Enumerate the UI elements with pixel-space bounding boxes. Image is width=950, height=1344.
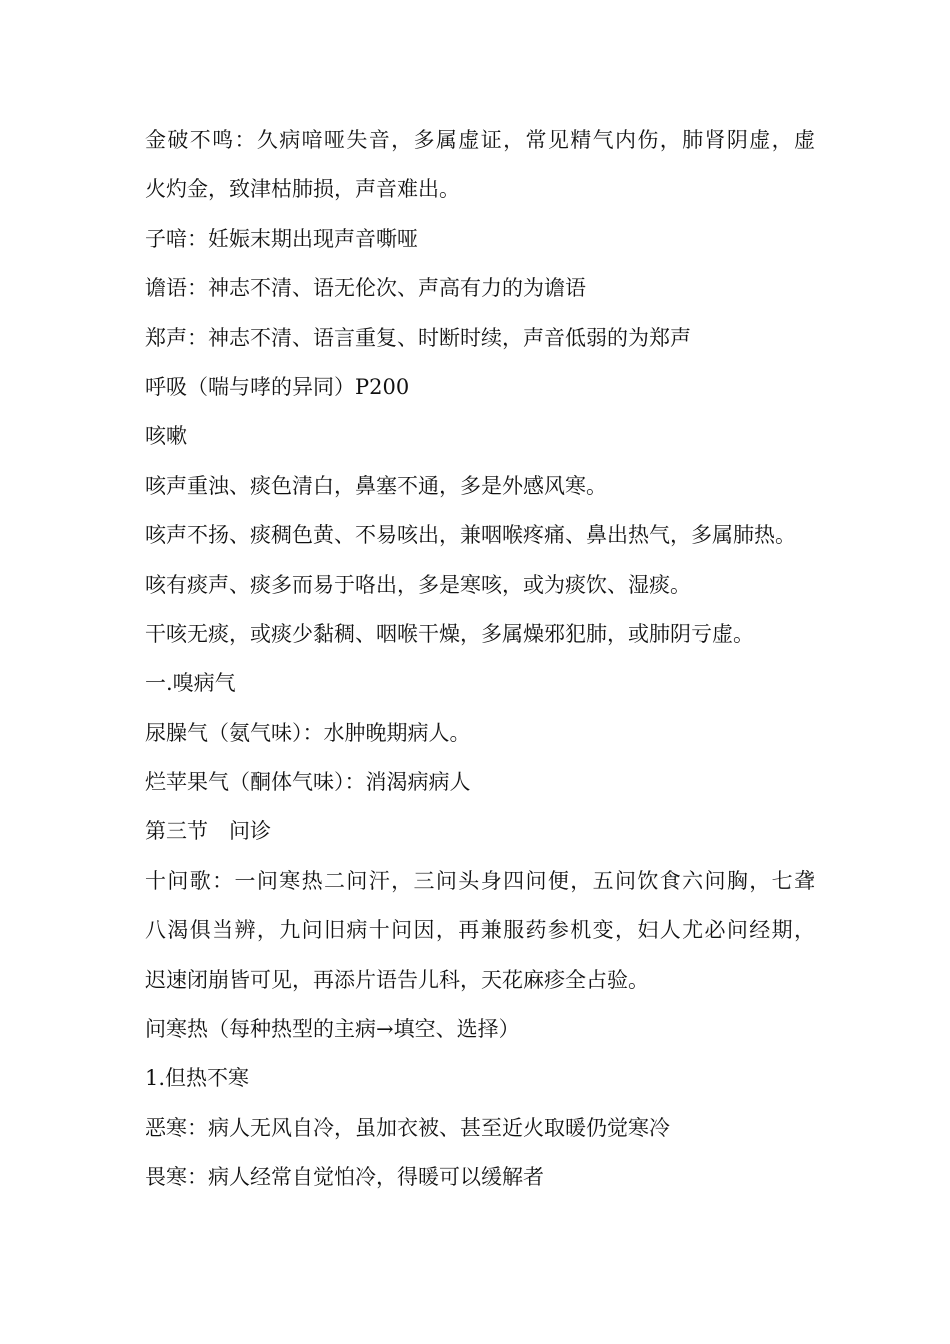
text-line-jinpo-2: 火灼金，致津枯肺损，声音难出。 xyxy=(145,177,460,202)
text-line-wenhanre-heading: 问寒热（每种热型的主病→填空、选择） xyxy=(145,1017,520,1042)
text-line-shiwenge-1: 十问歌：一问寒热二问汗，三问头身四问便，五问饮食六问胸，七聋 xyxy=(145,868,815,893)
text-line-kesou-heading: 咳嗽 xyxy=(145,424,187,449)
text-line-shiwenge-3: 迟速闭崩皆可见，再添片语告儿科，天花麻疹全占验。 xyxy=(145,967,649,992)
text-line-xiubingqi-heading: 一.嗅病气 xyxy=(145,671,236,696)
text-line-lanpingguoqi: 烂苹果气（酮体气味）：消渴病病人 xyxy=(145,770,471,795)
text-line-zhengsheng: 郑声：神志不清、语言重复、时断时续，声音低弱的为郑声 xyxy=(145,325,691,350)
text-line-niaosaoqi: 尿臊气（氨气味）：水肿晚期病人。 xyxy=(145,720,471,745)
text-line-kesou-3: 咳有痰声、痰多而易于咯出，多是寒咳，或为痰饮、湿痰。 xyxy=(145,572,691,597)
text-line-huxi-heading: 呼吸（喘与哮的异同）P200 xyxy=(145,374,410,399)
text-line-weihan: 畏寒：病人经常自觉怕冷，得暖可以缓解者 xyxy=(145,1165,544,1190)
text-line-kesou-2: 咳声不扬、痰稠色黄、不易咳出，兼咽喉疼痛、鼻出热气，多属肺热。 xyxy=(145,523,796,548)
text-line-wuhan: 恶寒：病人无风自冷，虽加衣被、甚至近火取暖仍觉寒冷 xyxy=(145,1115,670,1140)
text-line-danrebuhan: 1.但热不寒 xyxy=(145,1066,250,1091)
section-heading-wenzhen: 第三节 问诊 xyxy=(145,819,271,844)
text-line-kesou-4: 干咳无痰，或痰少黏稠、咽喉干燥，多属燥邪犯肺，或肺阴亏虚。 xyxy=(145,621,754,646)
text-line-jinpo-1: 金破不鸣：久病喑哑失音，多属虚证，常见精气内伤，肺肾阴虚，虚 xyxy=(145,128,815,152)
document-body xyxy=(145,116,815,1203)
text-line-shiwenge-2: 八渴俱当辨，九问旧病十问因，再兼服药参机变，妇人尤必问经期， xyxy=(145,918,815,943)
text-line-zhanyu: 谵语：神志不清、语无伦次、声高有力的为谵语 xyxy=(145,276,586,301)
text-line-kesou-1: 咳声重浊、痰色清白，鼻塞不通，多是外感风寒。 xyxy=(145,473,607,498)
text-line-ziyin: 子喑：妊娠末期出现声音嘶哑 xyxy=(145,226,418,251)
